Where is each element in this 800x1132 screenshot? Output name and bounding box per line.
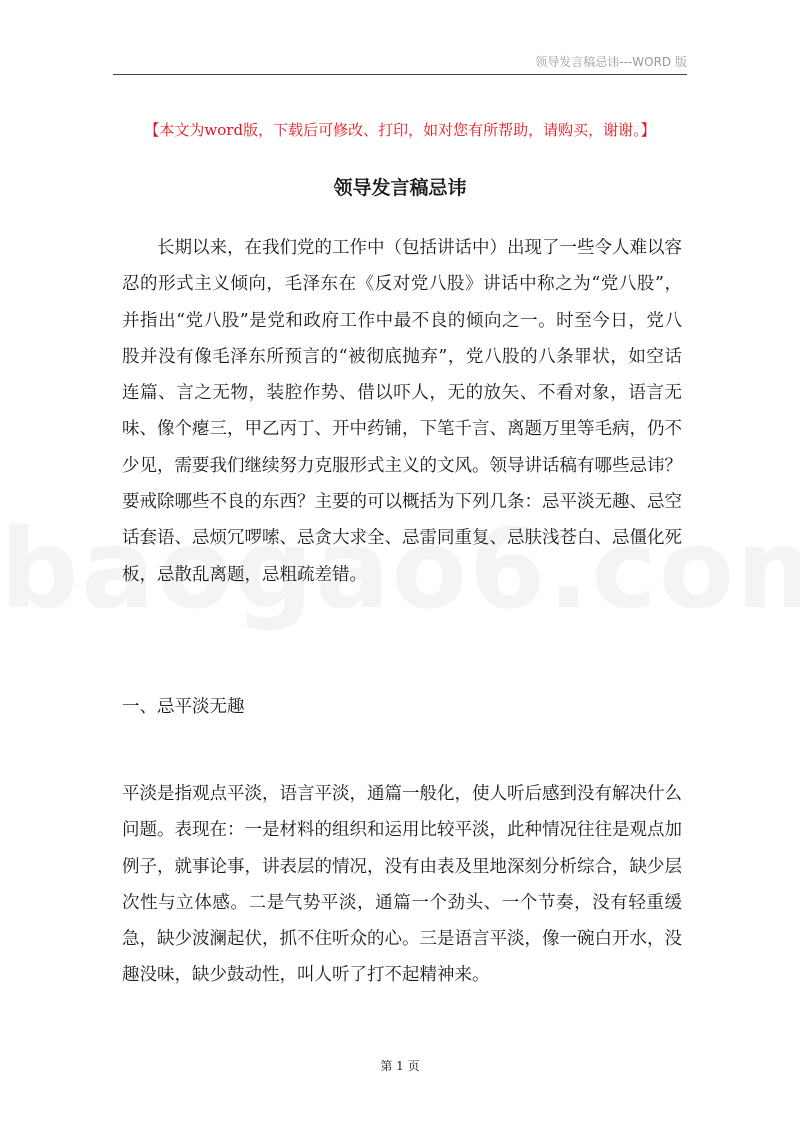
running-header-title: 领导发言稿忌讳---WORD 版 [535, 55, 687, 69]
running-header [113, 52, 687, 75]
download-notice: 【本文为word版，下载后可修改、打印，如对您有所帮助，请购买，谢谢。】 [144, 121, 656, 139]
section-heading-1: 一、忌平淡无趣 [122, 697, 245, 717]
body-paragraph-intro: 长期以来，在我们党的工作中（包括讲话中）出现了一些令人难以容忍的形式主义倾向，毛泽东在《反对党八股》讲话中称之为“党八股”，并指出“党八股”是党和政府工作中最不良的倾向之一。时至今日，党八股并没有像毛泽东所预言的“被彻底抛弃”，党八股的八条罪状，如空话连篇、言之无物，装腔作势、借以吓人，无的放矢、不看对象，语言无味、像个瘪三，甲乙丙丁、开中药铺，下笔千言、离题万里等毛病，仍不少见，需要我们继续努力克服形式主义的文风。领导讲话稿有哪些忌讳？要戒除哪些不良的东西？主要的可以概括为下列几条：忌平淡无趣、忌空话套语、忌烦冗啰嗦、忌贪大求全、忌雷同重复、忌肤浅苍白、忌僵化死板，忌散乱离题，忌粗疏差错。 [122, 238, 682, 585]
body-paragraph-section-1: 平淡是指观点平淡，语言平淡，通篇一般化，使人听后感到没有解决什么问题。表现在：一是材料的组织和运用比较平淡，此种情况往往是观点加例子，就事论事，讲表层的情况，没有由表及里地深刻分析综合，缺少层次性与立体感。二是气势平淡，通篇一个劲头、一个节奏，没有轻重缓急，缺少波澜起伏，抓不住听众的心。三是语言平淡，像一碗白开水，没趣没味，缺少鼓动性，叫人听了打不起精神来。 [122, 784, 682, 986]
page-number: 第 1 页 [380, 1059, 420, 1073]
document-title: 领导发言稿忌讳 [333, 177, 467, 199]
